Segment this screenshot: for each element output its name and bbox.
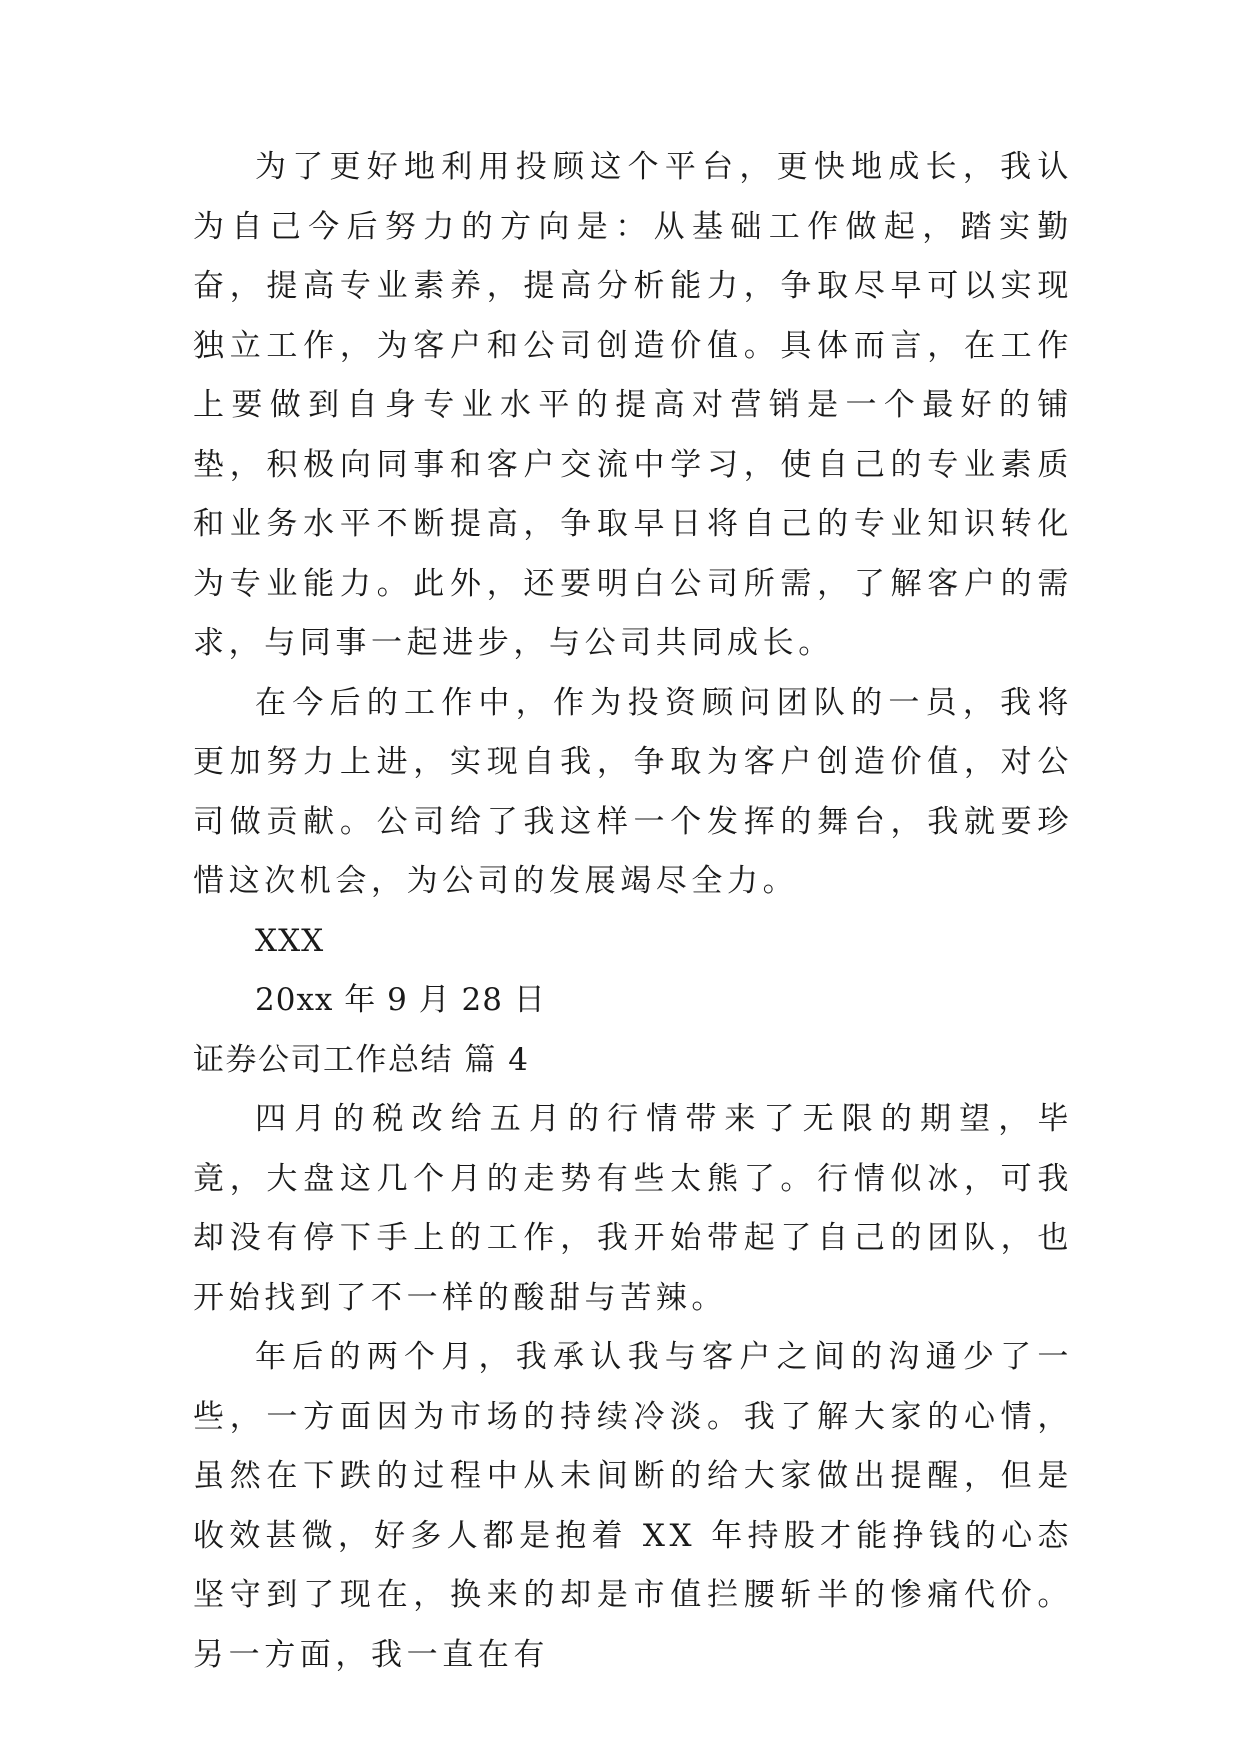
body-text-top [193, 138, 1073, 1685]
paragraph-development-plan: 为了更好地利用投顾这个平台，更快地成长，我认为自己今后努力的方向是：从基础工作做起，踏实勤奋，提高专业素养，提高分析能力，争取尽早可以实现独立工作，为客户和公司创造价值。具体而言，在工作上要做到自身专业水平的提高对营销是一个最好的铺垫，积极向同事和客户交流中学习，使自己的专业素质和业务水平不断提高，争取早日将自己的专业知识转化为专业能力。此外，还要明白公司所需，了解客户的需求，与同事一起进步，与公司共同成长。 [193, 149, 1073, 661]
paragraph-tax-reform: 四月的税改给五月的行情带来了无限的期望，毕竟，大盘这几个月的走势有些太熊了。行情似冰，可我却没有停下手上的工作，我开始带起了自己的团队，也开始找到了不一样的酸甜与苦辣。 [193, 1101, 1073, 1316]
section-heading: 证券公司工作总结 篇 4 [193, 1041, 530, 1078]
signature: XXX [255, 922, 325, 959]
date-line: 20xx 年 9 月 28 日 [255, 982, 546, 1018]
paragraph-team-commitment: 在今后的工作中，作为投资顾问团队的一员，我将更加努力上进，实现自我，争取为客户创造价值，对公司做贡献。公司给了我这样一个发挥的舞台，我就要珍惜这次机会，为公司的发展竭尽全力。 [193, 684, 1073, 899]
paragraph-client-communication: 年后的两个月，我承认我与客户之间的沟通少了一些，一方面因为市场的持续冷淡。我了解大家的心情，虽然在下跌的过程中从未间断的给大家做出提醒，但是收效甚微，好多人都是抱着 XX 年持股才能挣钱的心态坚守到了现在，换来的却是市值拦腰斩半的惨痛代价。另一方面，我一直在有 [193, 1339, 1073, 1673]
